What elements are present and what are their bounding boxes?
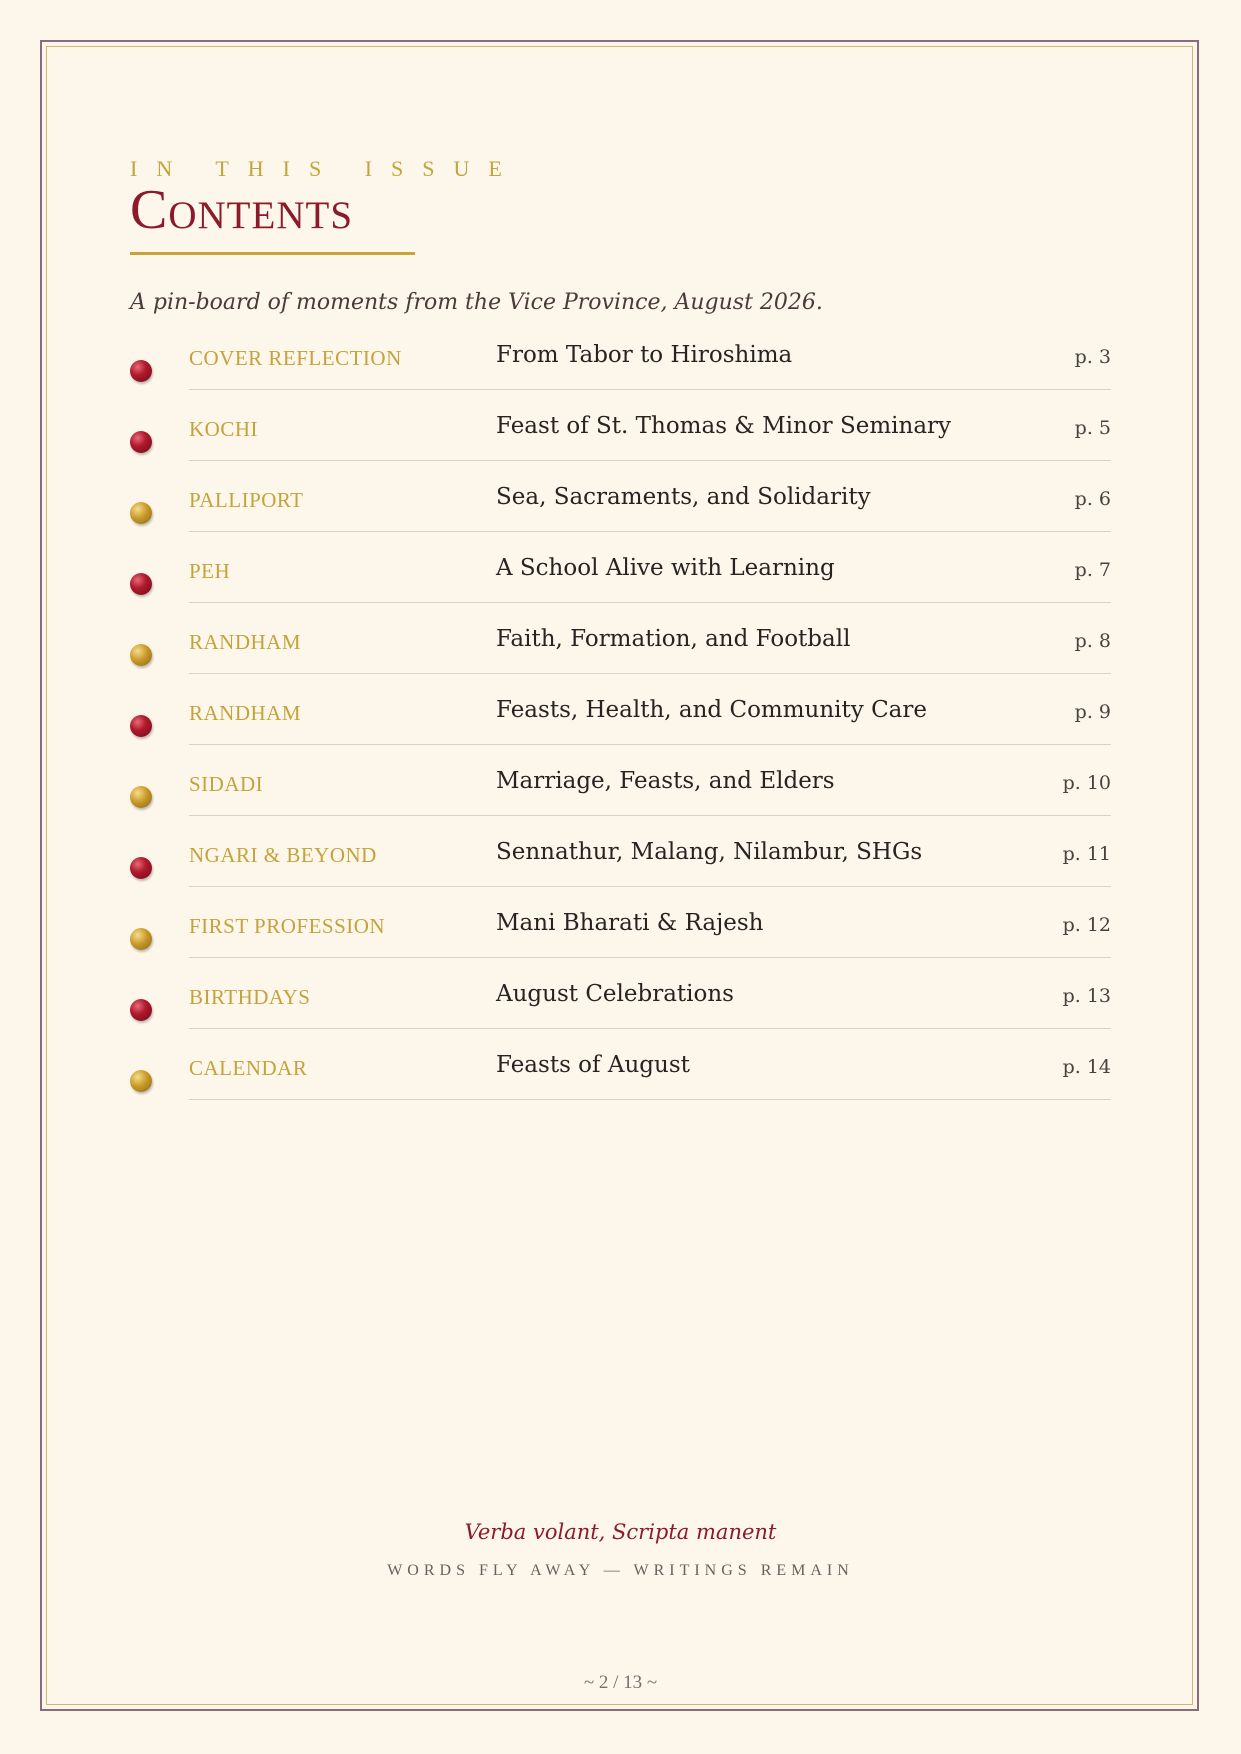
page-title: Contents (130, 179, 354, 241)
pushpin-icon (130, 644, 152, 666)
toc-entry[interactable] (130, 537, 1111, 608)
toc-entry[interactable] (130, 466, 1111, 537)
toc-page-number: p. 11 (1062, 843, 1111, 865)
pushpin-icon (130, 715, 152, 737)
toc-entry-body (189, 679, 1111, 745)
pushpin-icon (130, 999, 152, 1021)
contents-list (130, 324, 1111, 1105)
pushpin-icon (130, 857, 152, 879)
toc-entry[interactable] (130, 1034, 1111, 1105)
toc-entry-body (189, 395, 1111, 461)
pushpin-icon (130, 431, 152, 453)
pushpin-icon (130, 786, 152, 808)
toc-article-title[interactable]: From Tabor to Hiroshima (496, 342, 793, 368)
toc-article-title[interactable]: Feast of St. Thomas & Minor Seminary (496, 413, 952, 439)
toc-entry-body (189, 892, 1111, 958)
toc-section-label: PEH (189, 559, 231, 583)
toc-section-label: PALLIPORT (189, 488, 304, 512)
motto: Verba volant, Scripta manent (464, 1520, 777, 1544)
toc-article-title[interactable]: Sennathur, Malang, Nilambur, SHGs (496, 839, 923, 865)
toc-section-label: RANDHAM (189, 701, 302, 725)
toc-page-number: p. 7 (1074, 559, 1111, 581)
toc-entry-body (189, 466, 1111, 532)
toc-page-number: p. 10 (1062, 772, 1111, 794)
toc-article-title[interactable]: Feasts of August (496, 1052, 690, 1078)
toc-entry-body (189, 750, 1111, 816)
toc-section-label: BIRTHDAYS (189, 985, 311, 1009)
toc-entry[interactable] (130, 608, 1111, 679)
toc-entry-body (189, 537, 1111, 603)
toc-page-number: p. 9 (1074, 701, 1111, 723)
toc-entry-body (189, 1034, 1111, 1100)
page-number: ~ 2 / 13 ~ (583, 1672, 658, 1693)
toc-article-title[interactable]: Faith, Formation, and Football (496, 626, 851, 652)
toc-article-title[interactable]: Feasts, Health, and Community Care (496, 697, 927, 723)
toc-page-number: p. 5 (1074, 417, 1111, 439)
toc-article-title[interactable]: Sea, Sacraments, and Solidarity (496, 484, 871, 510)
pushpin-icon (130, 502, 152, 524)
toc-entry-body (189, 324, 1111, 390)
toc-section-label: SIDADI (189, 772, 264, 796)
toc-page-number: p. 12 (1062, 914, 1111, 936)
pushpin-icon (130, 928, 152, 950)
motto-translation: WORDS FLY AWAY — WRITINGS REMAIN (387, 1562, 854, 1579)
toc-page-number: p. 14 (1062, 1056, 1111, 1078)
toc-entry[interactable] (130, 395, 1111, 466)
toc-section-label: KOCHI (189, 417, 258, 441)
toc-section-label: CALENDAR (189, 1056, 308, 1080)
title-underline (130, 252, 415, 255)
toc-article-title[interactable]: A School Alive with Learning (496, 555, 835, 581)
toc-section-label: RANDHAM (189, 630, 302, 654)
toc-entry[interactable] (130, 324, 1111, 395)
pushpin-icon (130, 573, 152, 595)
toc-page-number: p. 3 (1074, 346, 1111, 368)
toc-page-number: p. 8 (1074, 630, 1111, 652)
pushpin-icon (130, 360, 152, 382)
toc-entry[interactable] (130, 750, 1111, 821)
toc-section-label: COVER REFLECTION (189, 346, 402, 370)
toc-entry-body (189, 821, 1111, 887)
toc-article-title[interactable]: August Celebrations (496, 981, 734, 1007)
toc-entry-body (189, 608, 1111, 674)
toc-article-title[interactable]: Mani Bharati & Rajesh (496, 910, 764, 936)
page-subtitle: A pin-board of moments from the Vice Province, August 2026. (130, 290, 823, 315)
toc-entry[interactable] (130, 892, 1111, 963)
toc-entry[interactable] (130, 821, 1111, 892)
pushpin-icon (130, 1070, 152, 1092)
toc-entry[interactable] (130, 679, 1111, 750)
toc-page-number: p. 13 (1062, 985, 1111, 1007)
toc-section-label: FIRST PROFESSION (189, 914, 386, 938)
toc-section-label: NGARI & BEYOND (189, 843, 377, 867)
toc-entry-body (189, 963, 1111, 1029)
toc-entry[interactable] (130, 963, 1111, 1034)
section-kicker: IN THIS ISSUE (130, 156, 521, 181)
toc-page-number: p. 6 (1074, 488, 1111, 510)
toc-article-title[interactable]: Marriage, Feasts, and Elders (496, 768, 835, 794)
